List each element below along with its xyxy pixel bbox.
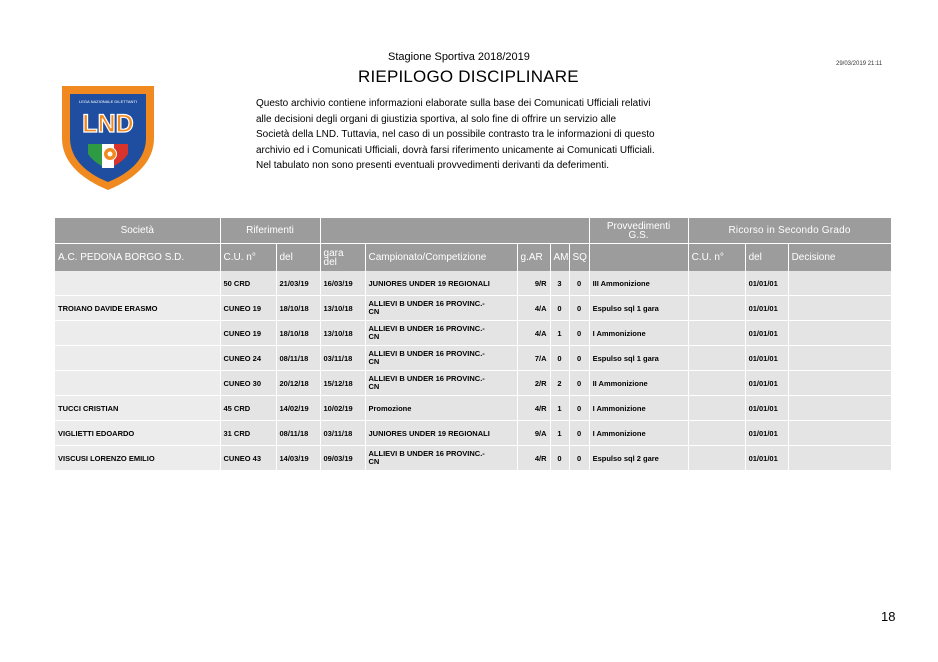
campionato-line1: JUNIORES UNDER 19 REGIONALI (368, 278, 490, 288)
cell-del2: 01/01/01 (745, 321, 788, 346)
cell-gara-del: 09/03/19 (320, 446, 365, 471)
column-cu: C.U. n° (220, 244, 276, 272)
cell-cu2 (688, 446, 745, 471)
column-cu2: C.U. n° (688, 244, 745, 272)
cell-decisione (788, 371, 891, 396)
cell-del: 14/03/19 (276, 446, 320, 471)
cell-sq: 0 (569, 321, 589, 346)
cell-provvedimento: III Ammonizione (589, 271, 688, 296)
header-ricorso: Ricorso in Secondo Grado (688, 218, 891, 244)
cell-name: VISCUSI LORENZO EMILIO (55, 446, 220, 471)
column-sq: SQ (569, 244, 589, 272)
cell-name: VIGLIETTI EDOARDO (55, 421, 220, 446)
cell-cu: 50 CRD (220, 271, 276, 296)
page-title: RIEPILOGO DISCIPLINARE (358, 67, 579, 86)
lnd-logo (58, 80, 158, 192)
column-header-row (55, 244, 891, 272)
cell-am: 3 (550, 271, 569, 296)
cell-decisione (788, 321, 891, 346)
cell-del: 21/03/19 (276, 271, 320, 296)
cell-sq: 0 (569, 296, 589, 321)
cell-name: TROIANO DAVIDE ERASMO (55, 296, 220, 321)
cell-name (55, 346, 220, 371)
disciplinary-table (55, 218, 892, 471)
cell-cu2 (688, 346, 745, 371)
column-gar: g.AR (517, 244, 550, 272)
table-row (55, 321, 891, 346)
cell-cu2 (688, 321, 745, 346)
cell-cu: CUNEO 19 (220, 296, 276, 321)
campionato-line2: CN (368, 357, 380, 366)
cell-campionato (365, 296, 517, 321)
cell-cu2 (688, 396, 745, 421)
column-del2: del (745, 244, 788, 272)
cell-provvedimento: Espulso sql 1 gara (589, 296, 688, 321)
cell-provvedimento: Espulso sql 1 gara (589, 346, 688, 371)
gara-line1: gara (323, 247, 344, 259)
cell-gara-del: 03/11/18 (320, 346, 365, 371)
cell-sq: 0 (569, 371, 589, 396)
campionato-line2: CN (368, 332, 380, 341)
cell-cu2 (688, 296, 745, 321)
cell-del2: 01/01/01 (745, 271, 788, 296)
cell-provvedimento: II Ammonizione (589, 371, 688, 396)
cell-campionato (365, 321, 517, 346)
table-row (55, 371, 891, 396)
cell-cu: CUNEO 19 (220, 321, 276, 346)
cell-gar: 4/A (517, 321, 550, 346)
cell-decisione (788, 421, 891, 446)
cell-sq: 0 (569, 446, 589, 471)
cell-am: 0 (550, 346, 569, 371)
cell-campionato (365, 421, 517, 446)
table-row (55, 421, 891, 446)
cell-am: 2 (550, 371, 569, 396)
timestamp: 29/03/2019 21:11 (836, 61, 883, 67)
cell-del2: 01/01/01 (745, 371, 788, 396)
page-number: 18 (881, 609, 896, 624)
cell-del2: 01/01/01 (745, 446, 788, 471)
disclaimer (256, 96, 726, 174)
campionato-line2: CN (368, 382, 380, 391)
cell-gara-del: 16/03/19 (320, 271, 365, 296)
column-del: del (276, 244, 320, 272)
cell-cu: 31 CRD (220, 421, 276, 446)
cell-sq: 0 (569, 271, 589, 296)
column-am: AM (550, 244, 569, 272)
campionato-line2: CN (368, 307, 380, 316)
cell-del: 18/10/18 (276, 296, 320, 321)
cell-name (55, 371, 220, 396)
campionato-line1: ALLIEVI B UNDER 16 PROVINC.- (368, 448, 485, 458)
cell-name: TUCCI CRISTIAN (55, 396, 220, 421)
cell-del: 08/11/18 (276, 346, 320, 371)
cell-campionato (365, 271, 517, 296)
table-row (55, 296, 891, 321)
cell-gar: 9/R (517, 271, 550, 296)
cell-del: 14/02/19 (276, 396, 320, 421)
table-row (55, 346, 891, 371)
column-decisione: Decisione (788, 244, 891, 272)
cell-am: 1 (550, 421, 569, 446)
campionato-line2: CN (368, 457, 380, 466)
disclaimer-line: Nel tabulato non sono presenti eventuali provvedimenti derivanti da deferimenti. (256, 160, 609, 172)
cell-cu2 (688, 371, 745, 396)
cell-decisione (788, 396, 891, 421)
header-blank (320, 218, 589, 244)
cell-gar: 4/R (517, 446, 550, 471)
cell-del2: 01/01/01 (745, 296, 788, 321)
cell-campionato (365, 371, 517, 396)
column-campionato: Campionato/Competizione (365, 244, 517, 272)
column-club: A.C. PEDONA BORGO S.D. (55, 244, 220, 272)
cell-cu2 (688, 271, 745, 296)
cell-del2: 01/01/01 (745, 421, 788, 446)
cell-decisione (788, 296, 891, 321)
cell-am: 1 (550, 396, 569, 421)
cell-gar: 9/A (517, 421, 550, 446)
cell-gara-del: 13/10/18 (320, 321, 365, 346)
cell-gar: 2/R (517, 371, 550, 396)
cell-am: 0 (550, 296, 569, 321)
gara-line2: del (323, 256, 337, 268)
cell-del2: 01/01/01 (745, 396, 788, 421)
cell-cu: CUNEO 30 (220, 371, 276, 396)
campionato-line1: ALLIEVI B UNDER 16 PROVINC.- (368, 323, 485, 333)
logo-text: LND (82, 110, 134, 138)
disclaimer-line: alle decisioni degli organi di giustizia sportiva, al solo fine di offrire un servizio alle (256, 113, 617, 125)
cell-am: 0 (550, 446, 569, 471)
table-row (55, 396, 891, 421)
cell-cu: CUNEO 43 (220, 446, 276, 471)
cell-decisione (788, 346, 891, 371)
cell-cu: CUNEO 24 (220, 346, 276, 371)
table-row (55, 446, 891, 471)
cell-gara-del: 03/11/18 (320, 421, 365, 446)
table-row (55, 271, 891, 296)
campionato-line1: ALLIEVI B UNDER 16 PROVINC.- (368, 298, 485, 308)
cell-gara-del: 10/02/19 (320, 396, 365, 421)
provvedimenti-line1: Provvedimenti (606, 220, 671, 232)
cell-gar: 4/R (517, 396, 550, 421)
campionato-line1: JUNIORES UNDER 19 REGIONALI (368, 428, 490, 438)
logo-ring-text: LEGA NAZIONALE DILETTANTI (79, 99, 137, 104)
cell-gar: 7/A (517, 346, 550, 371)
campionato-line1: Promozione (368, 403, 412, 413)
cell-sq: 0 (569, 421, 589, 446)
disclaimer-line: Società della LND. Tuttavia, nel caso di un possibile contrasto tra le informazioni di questo (256, 129, 655, 141)
cell-decisione (788, 271, 891, 296)
cell-del2: 01/01/01 (745, 346, 788, 371)
cell-cu2 (688, 421, 745, 446)
cell-provvedimento: Espulso sql 2 gare (589, 446, 688, 471)
cell-provvedimento: I Ammonizione (589, 421, 688, 446)
cell-campionato (365, 346, 517, 371)
group-header-row (55, 218, 891, 244)
column-provv (589, 244, 688, 272)
header-provvedimenti (589, 218, 688, 244)
cell-name (55, 271, 220, 296)
disclaimer-line: archivio ed i Comunicati Ufficiali, dovrà farsi riferimento unicamente ai Comunicati Ufficiali. (256, 144, 655, 156)
cell-name (55, 321, 220, 346)
season-label: Stagione Sportiva 2018/2019 (388, 51, 530, 63)
cell-campionato (365, 396, 517, 421)
provvedimenti-line2: G.S. (628, 229, 649, 241)
cell-decisione (788, 446, 891, 471)
cell-provvedimento: I Ammonizione (589, 321, 688, 346)
cell-gara-del: 15/12/18 (320, 371, 365, 396)
cell-provvedimento: I Ammonizione (589, 396, 688, 421)
cell-gar: 4/A (517, 296, 550, 321)
cell-del: 08/11/18 (276, 421, 320, 446)
header-riferimenti: Riferimenti (220, 218, 320, 244)
cell-cu: 45 CRD (220, 396, 276, 421)
cell-del: 18/10/18 (276, 321, 320, 346)
column-gara (320, 244, 365, 272)
cell-am: 1 (550, 321, 569, 346)
cell-del: 20/12/18 (276, 371, 320, 396)
header-societa: Società (55, 218, 220, 244)
disclaimer-line: Questo archivio contiene informazioni elaborate sulla base dei Comunicati Ufficiali relativi (256, 98, 651, 109)
cell-campionato (365, 446, 517, 471)
cell-sq: 0 (569, 346, 589, 371)
campionato-line1: ALLIEVI B UNDER 16 PROVINC.- (368, 373, 485, 383)
cell-sq: 0 (569, 396, 589, 421)
campionato-line1: ALLIEVI B UNDER 16 PROVINC.- (368, 348, 485, 358)
cell-gara-del: 13/10/18 (320, 296, 365, 321)
